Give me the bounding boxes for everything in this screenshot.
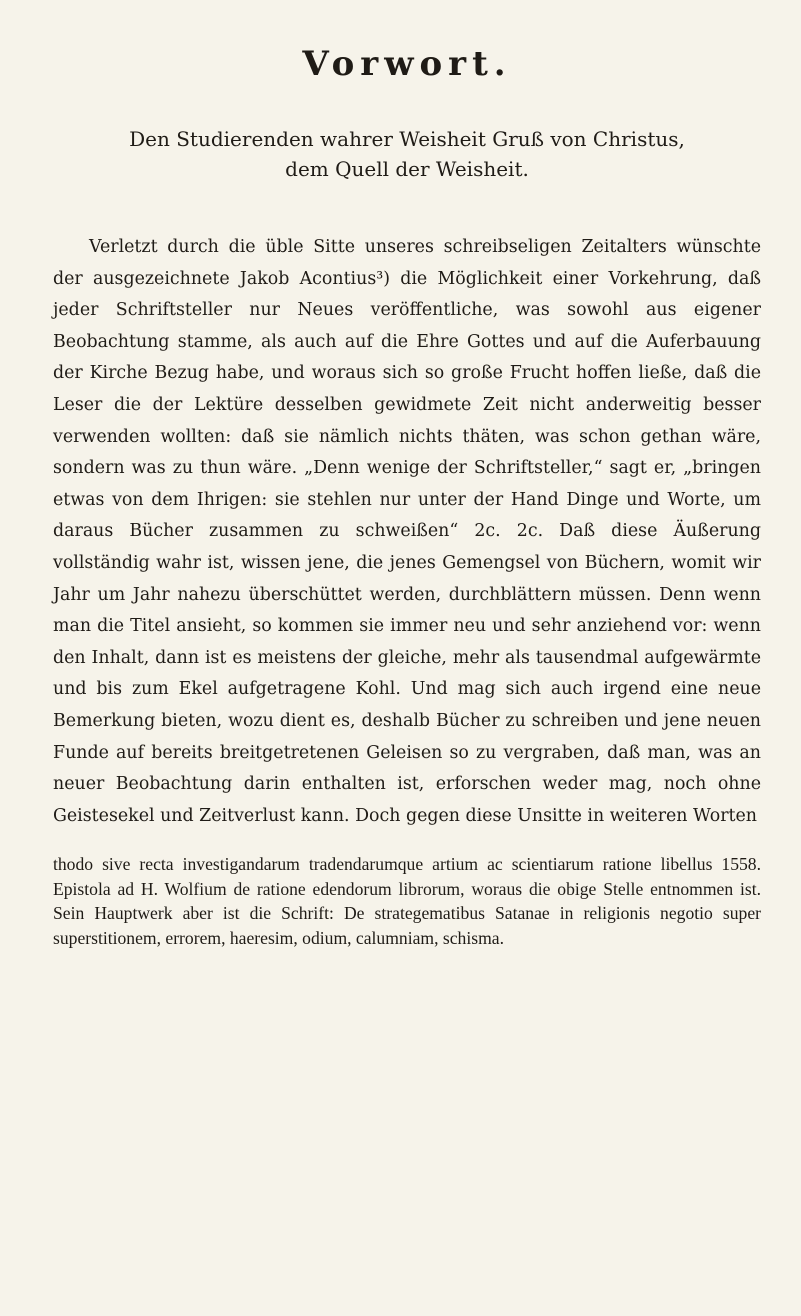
body-paragraph: Verletzt durch die üble Sitte unseres schreibseligen Zeitalters wünschte der ausgezeichnete Jakob Acontius³) die Möglichkeit einer Vorkehrung, daß jeder Schriftsteller nur Neues veröffentliche, was sowohl aus eigener Beobachtung stamme, als auch auf die Ehre Gottes und auf die Auferbauung der Kirche Bezug habe, und woraus sich so große Frucht hoffen ließe, daß die Leser die der Lektüre desselben gewidmete Zeit nicht anderweitig besser verwenden wollten: daß sie nämlich nichts thäten, was schon gethan wäre, sondern was zu thun wäre. „Denn wenige der Schriftsteller,“ sagt er, „bringen etwas von dem Ihrigen: sie stehlen nur unter der Hand Dinge und Worte, um daraus Bücher zusammen zu schweißen“ 2c. 2c. Daß diese Äußerung vollständig wahr ist, wissen jene, die jenes Gemengsel von Büchern, womit wir Jahr um Jahr nahezu überschüttet werden, durchblättern müssen. Denn wenn man die Titel ansieht, so kommen sie immer neu und sehr anziehend vor: wenn den Inhalt, dann ist es meistens der gleiche, mehr als tausendmal aufgewärmte und bis zum Ekel aufgetragene Kohl. Und mag sich auch irgend eine neue Bemerkung bieten, wozu dient es, deshalb Bücher zu schreiben und jene neuen Funde auf bereits breitgetretenen Geleisen so zu vergraben, daß man, was an neuer Beobachtung darin enthalten ist, erforschen weder mag, noch ohne Geistesekel und Zeitverlust kann. Doch gegen diese Unsitte in weiteren Worten bbox=[53, 237, 761, 826]
footnote: thodo sive recta investigandarum tradendarumque artium ac scientiarum ratione libellus 1558. Epistola ad H. Wolfium de ratione edendorum librorum, woraus die obige Stelle entnommen ist. Sein Hauptwerk aber ist die Schrift: De strategematibus Satanae in religionis negotio super superstitionem, errorem, haeresim, odium, calumniam, schisma. bbox=[53, 854, 761, 948]
dedication bbox=[53, 124, 761, 184]
page-title: Vorwort. bbox=[302, 44, 512, 84]
dedication-line-2: dem Quell der Weisheit. bbox=[285, 157, 529, 181]
dedication-line-1: Den Studierenden wahrer Weisheit Gruß von Christus, bbox=[129, 127, 685, 151]
